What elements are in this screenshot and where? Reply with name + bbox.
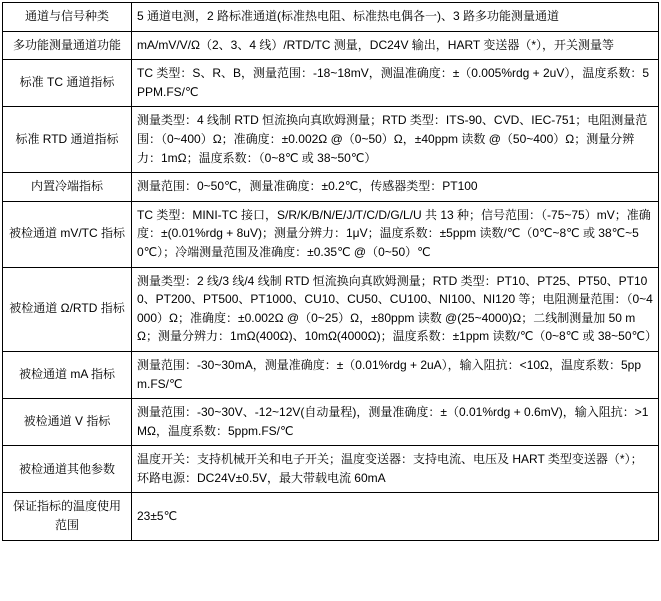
table-body — [3, 3, 659, 541]
row-label: 通道与信号种类 — [3, 3, 132, 32]
table-row — [3, 60, 659, 107]
specification-table — [2, 2, 659, 541]
table-row — [3, 351, 659, 398]
table-row — [3, 267, 659, 351]
table-row — [3, 201, 659, 267]
row-label: 被检通道 mA 指标 — [3, 351, 132, 398]
row-value: 5 通道电测，2 路标准通道(标准热电阻、标准热电偶各一)、3 路多功能测量通道 — [132, 3, 659, 32]
table-row — [3, 493, 659, 540]
row-label: 保证指标的温度使用范围 — [3, 493, 132, 540]
row-value: 测量范围：0~50℃，测量准确度：±0.2℃，传感器类型：PT100 — [132, 173, 659, 202]
row-label: 标准 TC 通道指标 — [3, 60, 132, 107]
table-row — [3, 107, 659, 173]
row-label: 内置冷端指标 — [3, 173, 132, 202]
row-label: 被检通道 mV/TC 指标 — [3, 201, 132, 267]
row-value: 测量类型：4 线制 RTD 恒流换向真欧姆测量；RTD 类型：ITS-90、CVD、IEC-751；电阻测量范围：（0~400）Ω；准确度：±0.002Ω @（0~50）Ω，±40ppm 读数 @（50~400）Ω；测量分辨力：1mΩ；温度系数：（0~8℃ 或 38~50℃） — [132, 107, 659, 173]
row-value: 23±5℃ — [132, 493, 659, 540]
row-value: 测量类型：2 线/3 线/4 线制 RTD 恒流换向真欧姆测量；RTD 类型：PT10、PT25、PT50、PT100、PT200、PT500、PT1000、CU10、CU50、CU100、NI100、NI120 等；电阻测量范围：（0~4000）Ω；准确度：±0.002Ω @（0~25）Ω，±80ppm 读数 @(25~4000)Ω；二线制测量加 50 mΩ；测量分辨力：1mΩ(400Ω)、10mΩ(4000Ω)；温度系数：±1ppm 读数/℃（0~8℃ 或 38~50℃） — [132, 267, 659, 351]
row-value: TC 类型：MINI-TC 接口，S/R/K/B/N/E/J/T/C/D/G/L/U 共 13 种；信号范围：（-75~75）mV；准确度：±(0.01%rdg + 8uV)；测量分辨力：1μV；温度系数：±5ppm 读数/℃（0℃~8℃ 或 38℃~50℃）；冷端测量范围及准确度：±0.35℃ @（0~50）℃ — [132, 201, 659, 267]
table-row — [3, 31, 659, 60]
table-row — [3, 446, 659, 493]
row-value: mA/mV/V/Ω（2、3、4 线）/RTD/TC 测量，DC24V 输出，HART 变送器（*），开关测量等 — [132, 31, 659, 60]
table-row — [3, 399, 659, 446]
row-label: 多功能测量通道功能 — [3, 31, 132, 60]
row-value: 测量范围：-30~30V、-12~12V(自动量程)，测量准确度：±（0.01%rdg + 0.6mV)，输入阻抗：>1MΩ，温度系数：5ppm.FS/℃ — [132, 399, 659, 446]
table-row — [3, 173, 659, 202]
row-label: 标准 RTD 通道指标 — [3, 107, 132, 173]
table-row — [3, 3, 659, 32]
row-value: 温度开关：支持机械开关和电子开关；温度变送器：支持电流、电压及 HART 类型变送器（*）；环路电源：DC24V±0.5V，最大带载电流 60mA — [132, 446, 659, 493]
row-label: 被检通道 Ω/RTD 指标 — [3, 267, 132, 351]
row-label: 被检通道 V 指标 — [3, 399, 132, 446]
row-value: 测量范围：-30~30mA，测量准确度：±（0.01%rdg + 2uA），输入阻抗：<10Ω，温度系数：5ppm.FS/℃ — [132, 351, 659, 398]
row-label: 被检通道其他参数 — [3, 446, 132, 493]
row-value: TC 类型：S、R、B，测量范围：-18~18mV，测温准确度：±（0.005%rdg + 2uV），温度系数：5PPM.FS/℃ — [132, 60, 659, 107]
